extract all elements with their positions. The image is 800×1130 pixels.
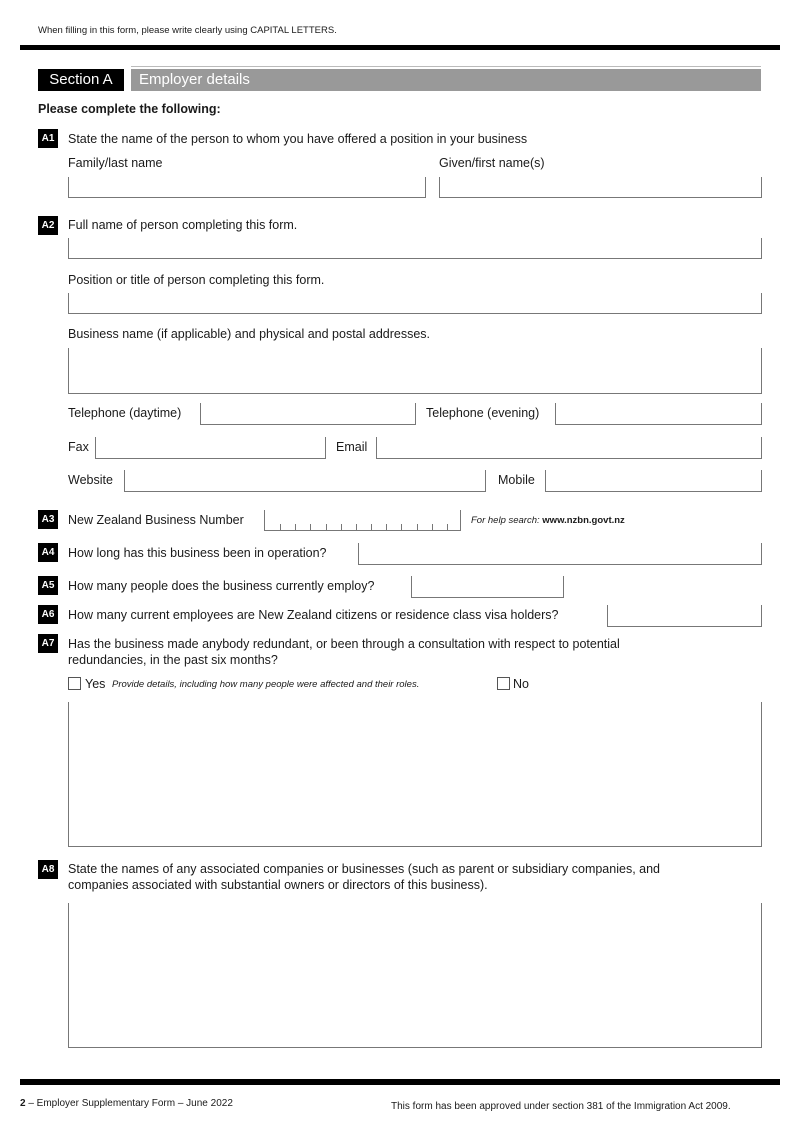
mobile-label: Mobile [498,473,535,487]
family-name-field[interactable] [68,177,426,198]
a7-question-line2: redundancies, in the past six months? [68,653,278,667]
a7-question-line1: Has the business made anybody redundant, or been through a consultation with respect to potential [68,637,620,651]
email-label: Email [336,440,368,454]
business-address-label: Business name (if applicable) and physical and postal addresses. [68,327,431,341]
nzbn-digit-divider [386,524,387,530]
nzbn-help-link[interactable]: www.nzbn.govt.nz [542,515,625,526]
a5-question: How many people does the business currently employ? [68,579,375,593]
nzbn-digit-divider [280,524,281,530]
given-name-label: Given/first name(s) [439,156,545,170]
question-badge-a5: A5 [38,576,58,595]
nzbn-help-prefix: For help search: [471,515,540,526]
nzbn-digit-divider [310,524,311,530]
nz-citizen-count-field[interactable] [607,605,762,627]
employee-count-field[interactable] [411,576,564,598]
associated-companies-field[interactable] [68,903,762,1048]
a8-question-line1: State the names of any associated companies or businesses (such as parent or subsidiary companies, and [68,862,660,876]
nzbn-digit-divider [401,524,402,530]
section-label: Section A [38,69,124,91]
nzbn-digit-divider [447,524,448,530]
a8-question-line2: companies associated with substantial owners or directors of this business). [68,878,488,892]
nzbn-digit-divider [356,524,357,530]
question-badge-a4: A4 [38,543,58,562]
question-badge-a1: A1 [38,129,58,148]
a4-question: How long has this business been in operation? [68,546,327,560]
position-field[interactable] [68,293,762,314]
question-badge-a3: A3 [38,510,58,529]
no-checkbox[interactable] [497,677,510,690]
yes-checkbox[interactable] [68,677,81,690]
nzbn-label: New Zealand Business Number [68,513,244,527]
no-label: No [513,677,529,691]
fax-label: Fax [68,440,89,454]
question-badge-a6: A6 [38,605,58,624]
mobile-field[interactable] [545,470,762,492]
full-name-field[interactable] [68,238,762,259]
footer-divider [20,1079,780,1085]
nzbn-digit-divider [371,524,372,530]
fax-field[interactable] [95,437,326,459]
approval-note: This form has been approved under section 381 of the Immigration Act 2009. [391,1101,731,1112]
tel-day-label: Telephone (daytime) [68,406,182,420]
nzbn-field[interactable] [264,510,461,531]
tel-evening-label: Telephone (evening) [426,406,540,420]
position-label: Position or title of person completing this form. [68,273,325,287]
yes-note: Provide details, including how many people were affected and their roles. [112,679,420,690]
footer-page-info [20,1098,233,1109]
nzbn-digit-divider [295,524,296,530]
question-badge-a8: A8 [38,860,58,879]
capital-letters-instruction: When filling in this form, please write clearly using CAPITAL LETTERS. [38,25,337,36]
nzbn-digit-divider [432,524,433,530]
full-name-label: Full name of person completing this form. [68,218,298,232]
a1-question: State the name of the person to whom you have offered a position in your business [68,132,528,146]
business-address-field[interactable] [68,348,762,394]
nzbn-help [471,515,625,526]
redundancy-details-field[interactable] [68,702,762,847]
nzbn-digit-divider [326,524,327,530]
email-field[interactable] [376,437,762,459]
question-badge-a7: A7 [38,634,58,653]
nzbn-digit-divider [417,524,418,530]
tel-day-field[interactable] [200,403,416,425]
section-title: Employer details [131,69,761,91]
business-age-field[interactable] [358,543,762,565]
form-title: – Employer Supplementary Form – June 2022 [25,1098,233,1109]
question-badge-a2: A2 [38,216,58,235]
yes-label: Yes [85,677,106,691]
website-field[interactable] [124,470,486,492]
header-divider [20,45,780,50]
given-name-field[interactable] [439,177,762,198]
nzbn-digit-divider [341,524,342,530]
section-rule [131,66,761,67]
website-label: Website [68,473,113,487]
page-number: 2 [20,1098,26,1109]
section-intro: Please complete the following: [38,102,221,116]
family-name-label: Family/last name [68,156,163,170]
a6-question: How many current employees are New Zealand citizens or residence class visa holders? [68,608,559,622]
tel-evening-field[interactable] [555,403,762,425]
